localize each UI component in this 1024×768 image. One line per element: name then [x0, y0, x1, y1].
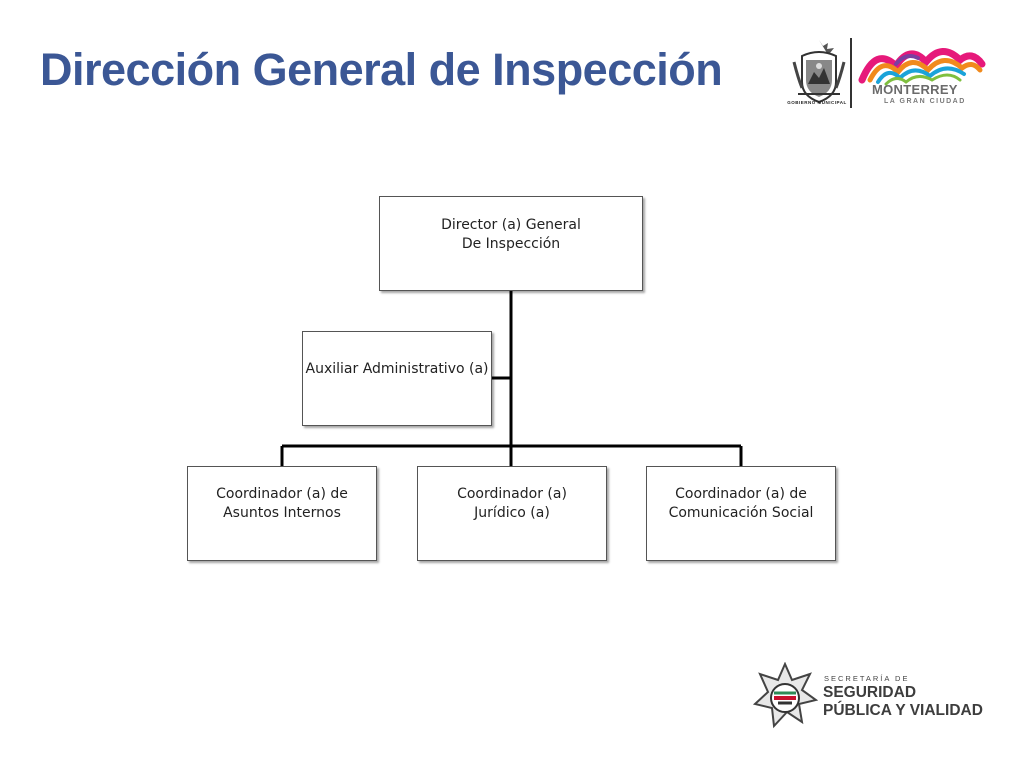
- monterrey-wordmark: MONTERREY: [872, 82, 958, 97]
- secretaria-prefix: SECRETARÍA DE: [824, 674, 910, 683]
- org-node-label: Auxiliar Administrativo (a): [305, 361, 489, 377]
- org-node-label: Coordinador (a) Jurídico (a): [457, 486, 567, 521]
- org-node-label: Coordinador (a) de Comunicación Social: [668, 486, 814, 521]
- seal-caption: GOBIERNO MUNICIPAL: [787, 100, 847, 105]
- secretaria-logo: [752, 662, 1012, 736]
- page-title: Dirección General de Inspección: [40, 44, 723, 95]
- org-node-coordinator-internal-affairs: [187, 466, 377, 561]
- org-node-director: [379, 196, 643, 291]
- secretaria-line-1: SEGURIDAD: [823, 684, 917, 701]
- police-star-badge-icon: [752, 662, 818, 732]
- org-node-coordinator-communications: [646, 466, 836, 561]
- org-node-label: Coordinador (a) de Asuntos Internos: [216, 486, 348, 521]
- org-node-label: Director (a) General De Inspección: [441, 217, 581, 252]
- secretaria-line-2: PÚBLICA Y VIALIDAD: [823, 702, 983, 719]
- org-node-assistant: [302, 331, 492, 426]
- org-node-coordinator-legal: [417, 466, 607, 561]
- monterrey-tagline: LA GRAN CIUDAD: [884, 98, 966, 105]
